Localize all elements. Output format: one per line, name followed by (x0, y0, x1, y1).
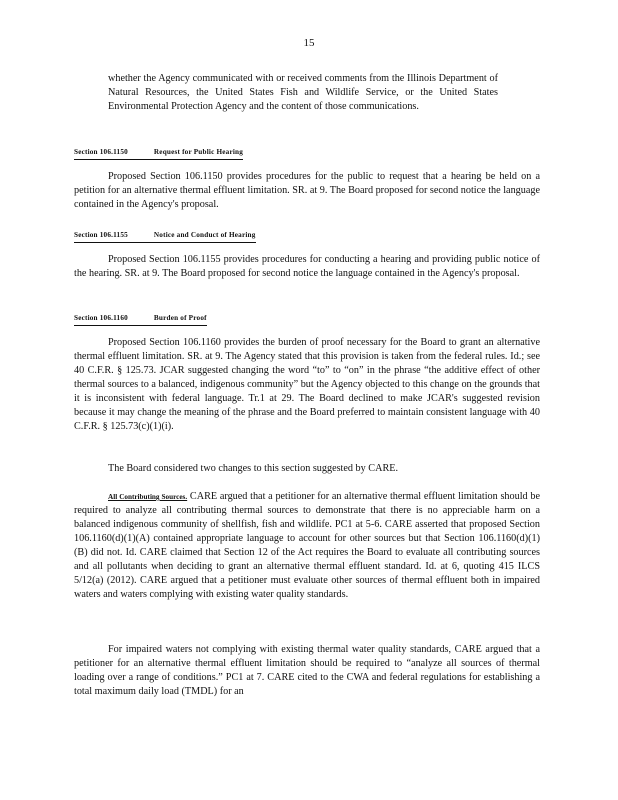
paragraph: Proposed Section 106.1150 provides procedures for the public to request that a hearing be held on a petition for an alternative thermal effluent limitation. SR. at 9. The Board proposed for second notice the language contained in the Agency's proposal. (74, 171, 540, 210)
paragraph: The Board considered two changes to this section suggested by CARE. (108, 463, 399, 474)
page-number: 15 (303, 37, 315, 49)
all-contributing-paragraph (74, 490, 540, 602)
paragraph: Proposed Section 106.1155 provides procedures for conducting a hearing and providing public notice of the hearing. SR. at 9. The Board proposed for second notice the language contained in the Agency's proposal. (74, 254, 540, 279)
section-title: Request for Public Hearing (153, 148, 244, 156)
section-heading-1160 (74, 311, 207, 326)
paragraph: Proposed Section 106.1160 provides the burden of proof necessary for the Board to grant an alternative thermal effluent limitation. SR. at 9. The Agency stated that this provision is taken from the federal rules. Id.; see 40 C.F.R. § 125.73. JCAR suggested changing the word “to” to “on” in the phrase “the additive effect of other thermal sources to a balanced, indigenous community” but the Agency objected to this change on the grounds that it is inconsistent with federal language. Tr.1 at 29. The Board declined to make JCAR's suggested revision because it may change the meaning of the phrase and the Board preferred to maintain consistent language with 40 C.F.R. § 125.73(c)(1)(i). (74, 337, 540, 432)
intro-text: whether the Agency communicated with or received comments from the Illinois Department of Natural Resources, the United States Fish and Wildlife Service, or the United States Environmental Protection Agency and the content of those communications. (108, 73, 498, 112)
section-number: Section 106.1155 (74, 231, 128, 239)
paragraph: For impaired waters not complying with existing thermal water quality standards, CARE argued that a petitioner for an alternative thermal effluent limitation should be required to “analyze all sources of thermal loading over a range of conditions.” PC1 at 7. CARE cited to the CWA and federal regulations for establishing a total maximum daily load (TMDL) for an (74, 644, 540, 697)
section-heading-1150 (74, 145, 243, 160)
section-heading-1155 (74, 228, 256, 243)
section-body-1155 (74, 253, 540, 281)
intro-paragraph (108, 72, 498, 114)
subheading-all-contributing: All Contributing Sources. (108, 493, 188, 501)
section-title: Burden of Proof (153, 314, 207, 322)
section-body-1150 (74, 170, 540, 212)
section-number: Section 106.1150 (74, 148, 128, 156)
all-contributing-text: CARE argued that a petitioner for an alternative thermal effluent limitation should be required to analyze all contributing thermal sources to demonstrate that there is no appreciable harm on a balanced indigenous community of shellfish, fish and wildlife. PC1 at 5-6. CARE asserted that proposed Section 106.1160(d)(1)(A) contained appropriate language to account for other sources but that Section 106.1160(d)(1)(B) did not. Id. CARE claimed that Section 12 of the Act requires the Board to evaluate all contributing sources and all pollutants when deciding to grant an alternative thermal effluent standard. Id. at 6, quoting 415 ILCS 5/12(a) (2012). CARE argued that a petitioner must evaluate other sources of thermal effluent both in impaired waters and waters complying with existing water quality standards. (74, 491, 541, 600)
section-body-1160-2 (74, 462, 540, 476)
section-body-1160 (74, 336, 540, 434)
impaired-waters-paragraph (74, 643, 540, 699)
paragraph (74, 490, 540, 602)
section-number: Section 106.1160 (74, 314, 128, 322)
section-title: Notice and Conduct of Hearing (153, 231, 256, 239)
